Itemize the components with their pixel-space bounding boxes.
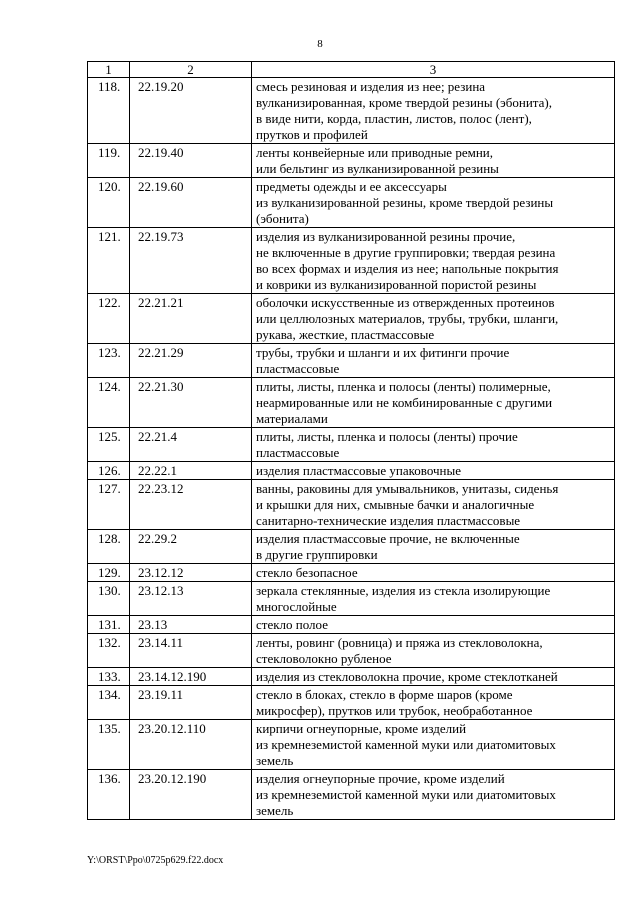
table-row	[88, 144, 615, 178]
description-line: (эбонита)	[256, 211, 309, 226]
description-line: плиты, листы, пленка и полосы (ленты) полимерные,	[256, 379, 551, 394]
row-number: 132.	[88, 634, 130, 668]
table-row	[88, 178, 615, 228]
okpd-code: 23.12.12	[130, 564, 252, 582]
table-row	[88, 228, 615, 294]
product-description	[252, 428, 615, 462]
row-number: 135.	[88, 720, 130, 770]
product-description	[252, 634, 615, 668]
description-line: изделия пластмассовые упаковочные	[256, 463, 462, 478]
okpd-code: 23.20.12.110	[130, 720, 252, 770]
table-row	[88, 668, 615, 686]
table-row	[88, 428, 615, 462]
header-col-2: 2	[130, 62, 252, 78]
table-row	[88, 564, 615, 582]
table-row	[88, 582, 615, 616]
row-number: 136.	[88, 770, 130, 820]
description-line: изделия пластмассовые прочие, не включенные	[256, 531, 520, 546]
product-description	[252, 686, 615, 720]
description-line: пластмассовые	[256, 445, 340, 460]
row-number: 119.	[88, 144, 130, 178]
description-line: ванны, раковины для умывальников, унитазы, сиденья	[256, 481, 559, 496]
description-line: многослойные	[256, 599, 337, 614]
row-number: 126.	[88, 462, 130, 480]
product-description	[252, 294, 615, 344]
description-line: зеркала стеклянные, изделия из стекла изолирующие	[256, 583, 551, 598]
row-number: 130.	[88, 582, 130, 616]
description-line: из вулканизированной резины, кроме твердой резины	[256, 195, 554, 210]
okpd-code: 22.21.30	[130, 378, 252, 428]
table-row	[88, 378, 615, 428]
description-line: микросфер), прутков или трубок, необработанное	[256, 703, 533, 718]
table-row	[88, 720, 615, 770]
description-line: изделия огнеупорные прочие, кроме изделий	[256, 771, 505, 786]
description-line: в виде нити, корда, пластин, листов, полос (лент),	[256, 111, 532, 126]
product-description	[252, 720, 615, 770]
okpd-code: 22.23.12	[130, 480, 252, 530]
description-line: пластмассовые	[256, 361, 340, 376]
okpd-code: 22.19.40	[130, 144, 252, 178]
row-number: 118.	[88, 78, 130, 144]
description-line: трубы, трубки и шланги и их фитинги прочие	[256, 345, 510, 360]
description-line: стекло полое	[256, 617, 328, 632]
row-number: 125.	[88, 428, 130, 462]
okpd-code: 22.22.1	[130, 462, 252, 480]
description-line: изделия из вулканизированной резины прочие,	[256, 229, 516, 244]
table-row	[88, 294, 615, 344]
product-description	[252, 344, 615, 378]
description-line: стекло безопасное	[256, 565, 358, 580]
description-line: из кремнеземистой каменной муки или диатомитовых	[256, 787, 556, 802]
okpd-code: 22.19.20	[130, 78, 252, 144]
product-description	[252, 378, 615, 428]
description-line: и коврики из вулканизированной пористой резины	[256, 277, 537, 292]
description-line: во всех формах и изделия из нее; напольные покрытия	[256, 261, 559, 276]
description-line: изделия из стекловолокна прочие, кроме стеклотканей	[256, 669, 558, 684]
description-line: предметы одежды и ее аксессуары	[256, 179, 447, 194]
description-line: прутков и профилей	[256, 127, 368, 142]
okpd-code: 23.14.12.190	[130, 668, 252, 686]
product-description	[252, 564, 615, 582]
description-line: земель	[256, 753, 294, 768]
row-number: 134.	[88, 686, 130, 720]
description-line: не включенные в другие группировки; твердая резина	[256, 245, 556, 260]
row-number: 121.	[88, 228, 130, 294]
product-description	[252, 668, 615, 686]
okpd-code: 23.12.13	[130, 582, 252, 616]
row-number: 128.	[88, 530, 130, 564]
description-line: из кремнеземистой каменной муки или диатомитовых	[256, 737, 556, 752]
okpd-code: 22.29.2	[130, 530, 252, 564]
okpd-code: 22.21.4	[130, 428, 252, 462]
okpd-code: 22.19.60	[130, 178, 252, 228]
table-body	[88, 78, 615, 820]
product-description	[252, 480, 615, 530]
product-description	[252, 462, 615, 480]
description-line: плиты, листы, пленка и полосы (ленты) прочие	[256, 429, 518, 444]
okpd-code: 23.19.11	[130, 686, 252, 720]
okpd-code: 22.21.29	[130, 344, 252, 378]
description-line: и крышки для них, смывные бачки и аналогичные	[256, 497, 535, 512]
row-number: 124.	[88, 378, 130, 428]
description-line: оболочки искусственные из отвержденных протеинов	[256, 295, 555, 310]
description-line: ленты, ровинг (ровница) и пряжа из стекловолокна,	[256, 635, 543, 650]
okpd-code: 22.19.73	[130, 228, 252, 294]
description-line: смесь резиновая и изделия из нее; резина	[256, 79, 486, 94]
okpd-code: 22.21.21	[130, 294, 252, 344]
row-number: 123.	[88, 344, 130, 378]
description-line: в другие группировки	[256, 547, 378, 562]
header-col-3: 3	[252, 62, 615, 78]
product-description	[252, 178, 615, 228]
footer-file-path: Y:\ORST\Ppo\0725p629.f22.docx	[87, 855, 224, 866]
row-number: 122.	[88, 294, 130, 344]
header-col-1: 1	[88, 62, 130, 78]
table-row	[88, 530, 615, 564]
table-row	[88, 78, 615, 144]
product-description	[252, 78, 615, 144]
product-description	[252, 144, 615, 178]
description-line: стекло в блоках, стекло в форме шаров (кроме	[256, 687, 513, 702]
product-description	[252, 770, 615, 820]
description-line: кирпичи огнеупорные, кроме изделий	[256, 721, 467, 736]
okpd-code: 23.13	[130, 616, 252, 634]
okpd-code: 23.14.11	[130, 634, 252, 668]
row-number: 133.	[88, 668, 130, 686]
table-row	[88, 634, 615, 668]
table-row	[88, 480, 615, 530]
description-line: рукава, жесткие, пластмассовые	[256, 327, 435, 342]
description-line: неармированные или не комбинированные с другими	[256, 395, 553, 410]
document-table	[87, 61, 615, 820]
product-description	[252, 530, 615, 564]
product-description	[252, 582, 615, 616]
table-row	[88, 770, 615, 820]
page-number: 8	[317, 38, 323, 50]
description-line: или целлюлозных материалов, трубы, трубки, шланги,	[256, 311, 559, 326]
row-number: 131.	[88, 616, 130, 634]
description-line: стекловолокно рубленое	[256, 651, 392, 666]
product-description	[252, 616, 615, 634]
table-row	[88, 616, 615, 634]
description-line: материалами	[256, 411, 328, 426]
description-line: земель	[256, 803, 294, 818]
row-number: 129.	[88, 564, 130, 582]
table-header-row	[88, 62, 615, 78]
description-line: ленты конвейерные или приводные ремни,	[256, 145, 493, 160]
row-number: 127.	[88, 480, 130, 530]
table-row	[88, 344, 615, 378]
row-number: 120.	[88, 178, 130, 228]
description-line: или бельтинг из вулканизированной резины	[256, 161, 499, 176]
description-line: санитарно-технические изделия пластмассовые	[256, 513, 521, 528]
product-description	[252, 228, 615, 294]
table-row	[88, 462, 615, 480]
okpd-code: 23.20.12.190	[130, 770, 252, 820]
table-row	[88, 686, 615, 720]
description-line: вулканизированная, кроме твердой резины (эбонита),	[256, 95, 552, 110]
